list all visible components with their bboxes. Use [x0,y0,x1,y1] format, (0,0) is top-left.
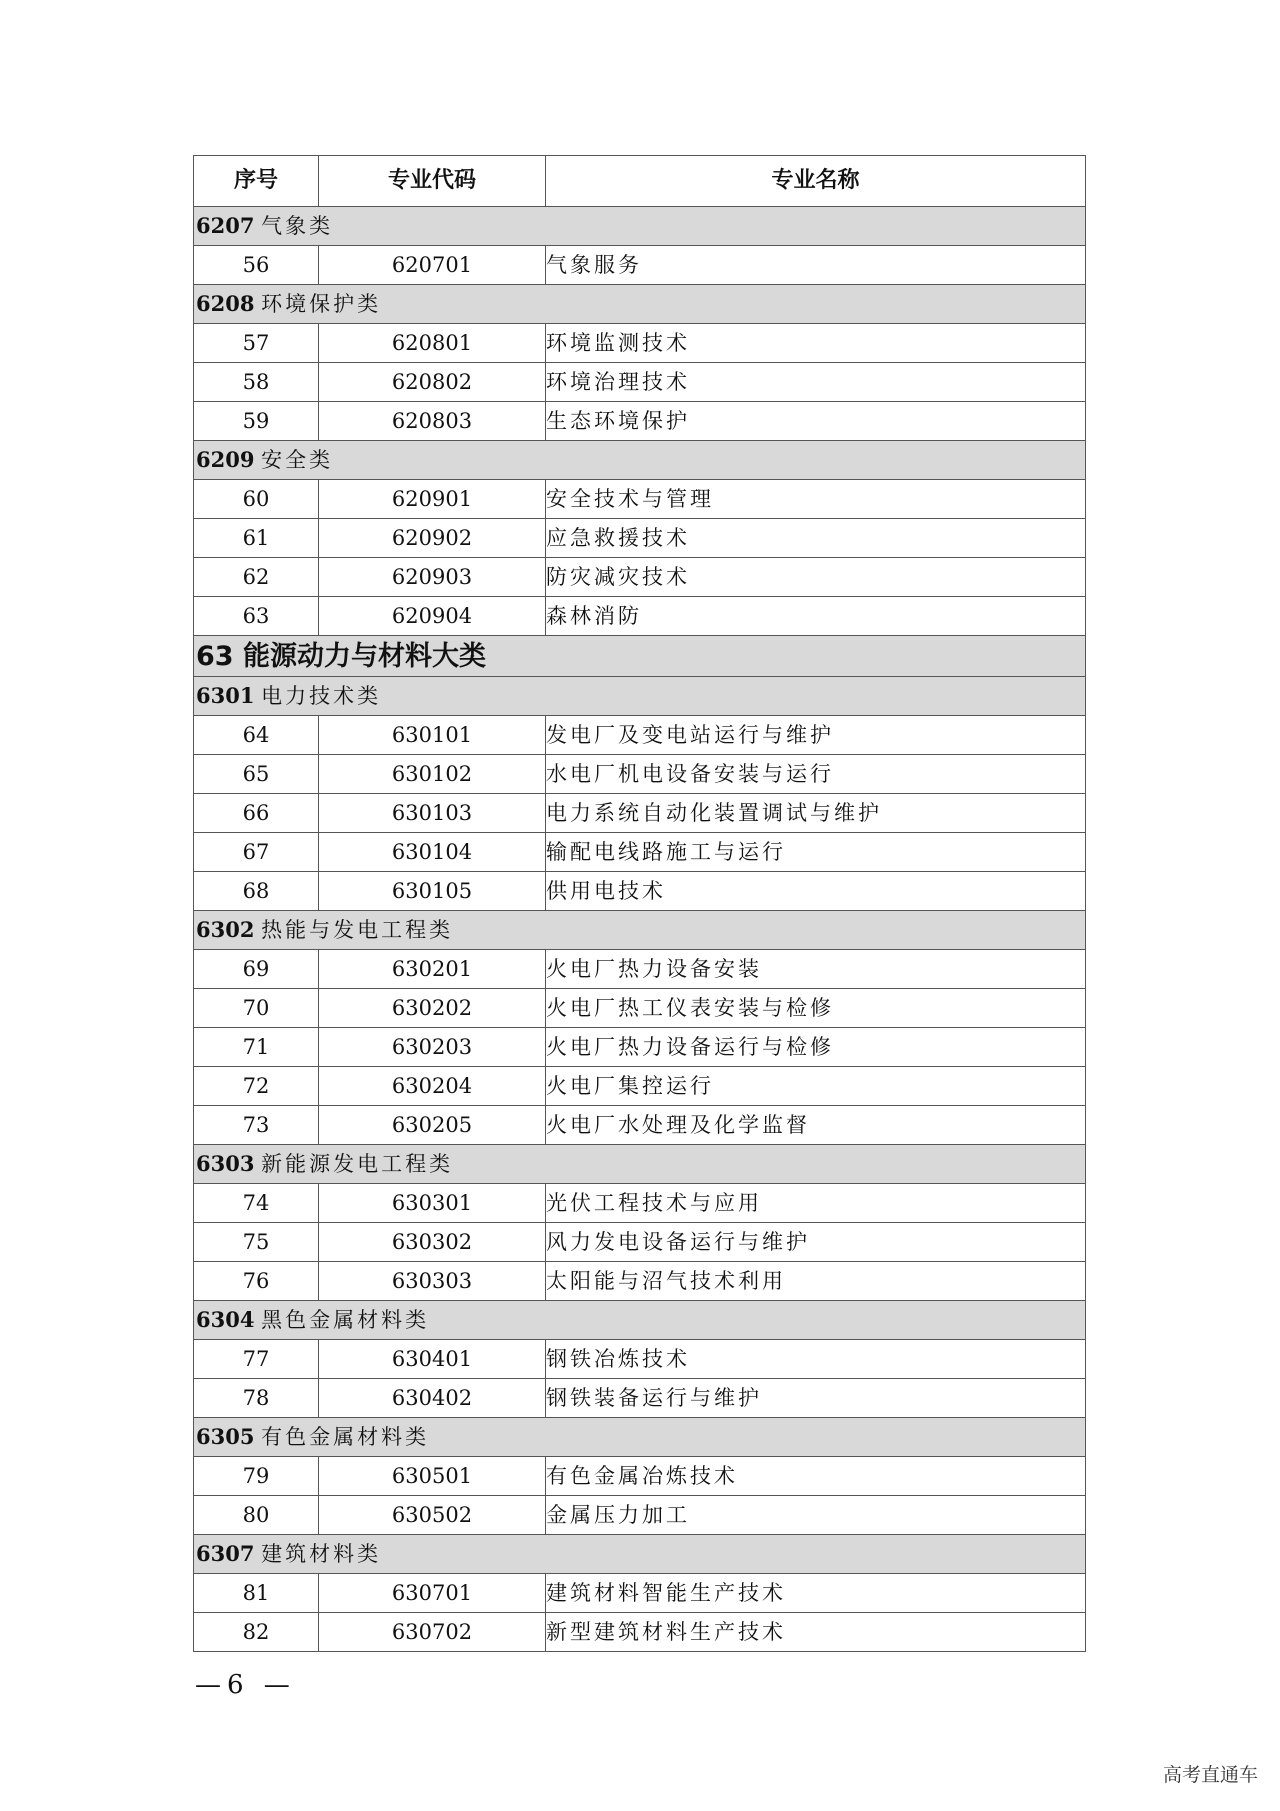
table-row [194,1028,1086,1067]
table-row [194,794,1086,833]
table-row [194,363,1086,402]
category-row [194,207,1086,246]
category-code: 6307 [196,1541,255,1566]
major-code-cell: 630203 [319,1028,546,1067]
major-name-cell: 火电厂热工仪表安装与检修 [546,989,1086,1028]
table-row [194,1067,1086,1106]
serial-number-cell: 71 [194,1028,319,1067]
watermark: 高考直通车 [1162,1764,1258,1786]
serial-number-cell: 63 [194,597,319,636]
header-major-name: 专业名称 [546,156,1086,207]
serial-number-cell: 73 [194,1106,319,1145]
category-cell [194,1145,1086,1184]
table-row [194,1574,1086,1613]
majors-table [193,155,1086,1652]
serial-number-cell: 64 [194,716,319,755]
major-name-cell: 电力系统自动化装置调试与维护 [546,794,1086,833]
major-code-cell: 620701 [319,246,546,285]
serial-number-cell: 70 [194,989,319,1028]
table-row [194,989,1086,1028]
major-code-cell: 630401 [319,1340,546,1379]
major-code-cell: 620904 [319,597,546,636]
major-name-cell: 太阳能与沼气技术利用 [546,1262,1086,1301]
major-category-row [194,636,1086,677]
category-label: 建筑材料类 [261,1542,382,1566]
table-row [194,950,1086,989]
major-code-cell: 630105 [319,872,546,911]
table-row [194,1457,1086,1496]
major-code-cell: 620803 [319,402,546,441]
major-code-cell: 630702 [319,1613,546,1652]
major-code-cell: 630701 [319,1574,546,1613]
major-code-cell: 630103 [319,794,546,833]
major-name-cell: 钢铁装备运行与维护 [546,1379,1086,1418]
major-code-cell: 630502 [319,1496,546,1535]
major-category-label: 63 能源动力与材料大类 [194,636,1086,677]
table-row [194,1223,1086,1262]
category-label: 安全类 [261,448,334,472]
category-code: 6208 [196,291,255,316]
major-code-cell: 630204 [319,1067,546,1106]
category-row [194,911,1086,950]
category-row [194,1301,1086,1340]
major-name-cell: 有色金属冶炼技术 [546,1457,1086,1496]
category-row [194,1535,1086,1574]
major-code-cell: 620901 [319,480,546,519]
table-row [194,558,1086,597]
table-row [194,480,1086,519]
major-code-cell: 620801 [319,324,546,363]
table-row [194,324,1086,363]
major-name-cell: 火电厂热力设备运行与检修 [546,1028,1086,1067]
major-name-cell: 安全技术与管理 [546,480,1086,519]
major-name-cell: 防灾减灾技术 [546,558,1086,597]
major-code-cell: 630205 [319,1106,546,1145]
major-code-cell: 620902 [319,519,546,558]
table-header-row [194,156,1086,207]
table-row [194,755,1086,794]
table-row [194,597,1086,636]
major-code-cell: 630303 [319,1262,546,1301]
category-label: 环境保护类 [261,292,382,316]
major-code-cell: 630104 [319,833,546,872]
header-serial-number: 序号 [194,156,319,207]
major-name-cell: 建筑材料智能生产技术 [546,1574,1086,1613]
category-code: 6207 [196,213,255,238]
category-cell [194,1301,1086,1340]
header-major-code: 专业代码 [319,156,546,207]
major-code-cell: 630402 [319,1379,546,1418]
major-name-cell: 钢铁冶炼技术 [546,1340,1086,1379]
major-code-cell: 630301 [319,1184,546,1223]
category-label: 热能与发电工程类 [261,918,454,942]
table-row [194,1106,1086,1145]
category-row [194,441,1086,480]
category-cell [194,1418,1086,1457]
serial-number-cell: 78 [194,1379,319,1418]
major-name-cell: 火电厂水处理及化学监督 [546,1106,1086,1145]
page-number: —6 — [195,1670,296,1700]
table-row [194,1262,1086,1301]
major-name-cell: 发电厂及变电站运行与维护 [546,716,1086,755]
category-code: 6301 [196,683,255,708]
category-cell [194,441,1086,480]
table-row [194,1184,1086,1223]
major-name-cell: 环境治理技术 [546,363,1086,402]
category-cell [194,1535,1086,1574]
major-name-cell: 火电厂热力设备安装 [546,950,1086,989]
table-body [194,207,1086,1652]
category-cell [194,207,1086,246]
major-name-cell: 金属压力加工 [546,1496,1086,1535]
category-label: 新能源发电工程类 [261,1152,454,1176]
major-name-cell: 火电厂集控运行 [546,1067,1086,1106]
table-row [194,1613,1086,1652]
major-name-cell: 新型建筑材料生产技术 [546,1613,1086,1652]
table-row [194,1340,1086,1379]
major-name-cell: 输配电线路施工与运行 [546,833,1086,872]
serial-number-cell: 82 [194,1613,319,1652]
serial-number-cell: 58 [194,363,319,402]
category-label: 黑色金属材料类 [261,1308,430,1332]
category-code: 6304 [196,1307,255,1332]
serial-number-cell: 74 [194,1184,319,1223]
serial-number-cell: 57 [194,324,319,363]
serial-number-cell: 66 [194,794,319,833]
serial-number-cell: 75 [194,1223,319,1262]
category-row [194,677,1086,716]
category-row [194,285,1086,324]
serial-number-cell: 69 [194,950,319,989]
category-code: 6209 [196,447,255,472]
category-code: 6302 [196,917,255,942]
serial-number-cell: 65 [194,755,319,794]
serial-number-cell: 72 [194,1067,319,1106]
serial-number-cell: 62 [194,558,319,597]
table-row [194,1496,1086,1535]
serial-number-cell: 76 [194,1262,319,1301]
major-code-cell: 630202 [319,989,546,1028]
serial-number-cell: 81 [194,1574,319,1613]
serial-number-cell: 67 [194,833,319,872]
major-code-cell: 630201 [319,950,546,989]
category-cell [194,911,1086,950]
category-label: 气象类 [261,214,334,238]
table-row [194,1379,1086,1418]
major-name-cell: 光伏工程技术与应用 [546,1184,1086,1223]
major-name-cell: 水电厂机电设备安装与运行 [546,755,1086,794]
major-name-cell: 风力发电设备运行与维护 [546,1223,1086,1262]
major-code-cell: 620802 [319,363,546,402]
serial-number-cell: 61 [194,519,319,558]
major-name-cell: 供用电技术 [546,872,1086,911]
major-code-cell: 620903 [319,558,546,597]
major-code-cell: 630102 [319,755,546,794]
serial-number-cell: 79 [194,1457,319,1496]
category-cell [194,677,1086,716]
table-row [194,833,1086,872]
table-row [194,246,1086,285]
category-row [194,1418,1086,1457]
category-code: 6303 [196,1151,255,1176]
major-code-cell: 630501 [319,1457,546,1496]
category-code: 6305 [196,1424,255,1449]
serial-number-cell: 56 [194,246,319,285]
category-label: 有色金属材料类 [261,1425,430,1449]
major-name-cell: 森林消防 [546,597,1086,636]
major-code-cell: 630302 [319,1223,546,1262]
category-cell [194,285,1086,324]
table-row [194,872,1086,911]
major-code-cell: 630101 [319,716,546,755]
major-name-cell: 生态环境保护 [546,402,1086,441]
serial-number-cell: 68 [194,872,319,911]
serial-number-cell: 59 [194,402,319,441]
serial-number-cell: 77 [194,1340,319,1379]
category-label: 电力技术类 [261,684,382,708]
major-name-cell: 环境监测技术 [546,324,1086,363]
category-row [194,1145,1086,1184]
table-row [194,519,1086,558]
serial-number-cell: 80 [194,1496,319,1535]
table-row [194,716,1086,755]
major-name-cell: 气象服务 [546,246,1086,285]
serial-number-cell: 60 [194,480,319,519]
major-name-cell: 应急救援技术 [546,519,1086,558]
table-row [194,402,1086,441]
